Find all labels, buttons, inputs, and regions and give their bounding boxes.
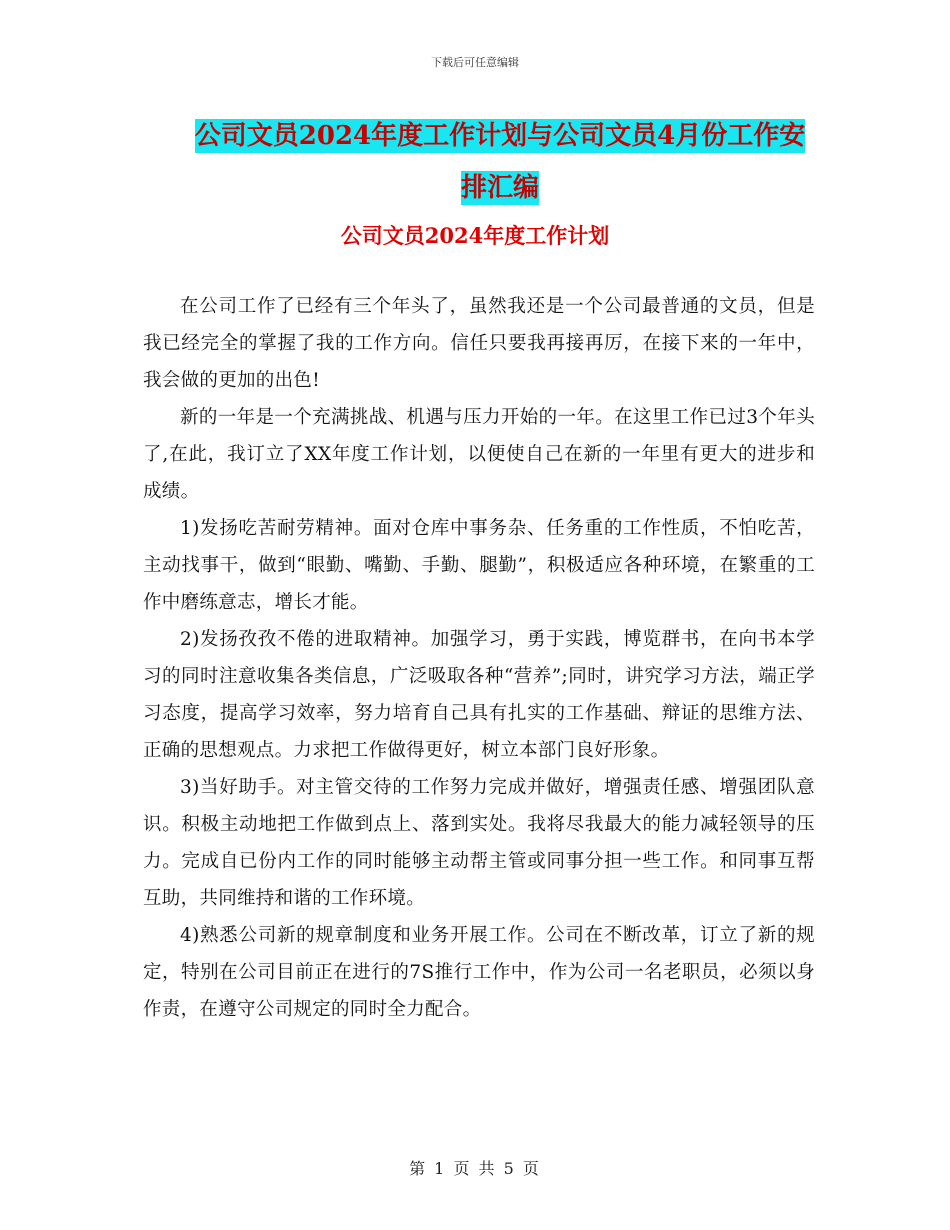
- section-title: 公司文员2024年度工作计划: [340, 223, 610, 248]
- document-title-line-2: 排汇编: [460, 173, 539, 203]
- document-body: [143, 288, 815, 1028]
- document-title-line-1: 公司文员2024年度工作计划与公司文员4月份工作安: [194, 121, 806, 151]
- paragraph: 1)发扬吃苦耐劳精神。面对仓库中事务杂、任务重的工作性质，不怕吃苦，主动找事干，做到“眼勤、嘴勤、手勤、腿勤”，积极适应各种环境，在繁重的工作中磨练意志，增长才能。: [143, 518, 815, 613]
- paragraph: 新的一年是一个充满挑战、机遇与压力开始的一年。在这里工作已过3个年头了,在此，我订立了XX年度工作计划，以便使自己在新的一年里有更大的进步和成绩。: [143, 407, 815, 502]
- paragraph: 3)当好助手。对主管交待的工作努力完成并做好，增强责任感、增强团队意识。积极主动地把工作做到点上、落到实处。我将尽我最大的能力减轻领导的压力。完成自已份内工作的同时能够主动帮主管或同事分担一些工作。和同事互帮互助，共同维持和谐的工作环境。: [143, 777, 815, 909]
- document-title: [150, 110, 850, 214]
- page-number-footer: 第 1 页 共 5 页: [409, 1159, 541, 1178]
- paragraph: 4)熟悉公司新的规章制度和业务开展工作。公司在不断改革，订立了新的规定，特别在公司目前正在进行的7S推行工作中，作为公司一名老职员，必须以身作责，在遵守公司规定的同时全力配合。: [143, 925, 815, 1020]
- paragraph: 在公司工作了已经有三个年头了，虽然我还是一个公司最普通的文员，但是我已经完全的掌握了我的工作方向。信任只要我再接再厉，在接下来的一年中，我会做的更加的出色!: [143, 296, 815, 391]
- page-header-note: 下载后可任意编辑: [431, 56, 519, 69]
- paragraph: 2)发扬孜孜不倦的进取精神。加强学习，勇于实践，博览群书，在向书本学习的同时注意收集各类信息，广泛吸取各种“营养”;同时，讲究学习方法，端正学习态度，提高学习效率，努力培育自己具有扎实的工作基础、辩证的思维方法、正确的思想观点。力求把工作做得更好，树立本部门良好形象。: [143, 629, 815, 761]
